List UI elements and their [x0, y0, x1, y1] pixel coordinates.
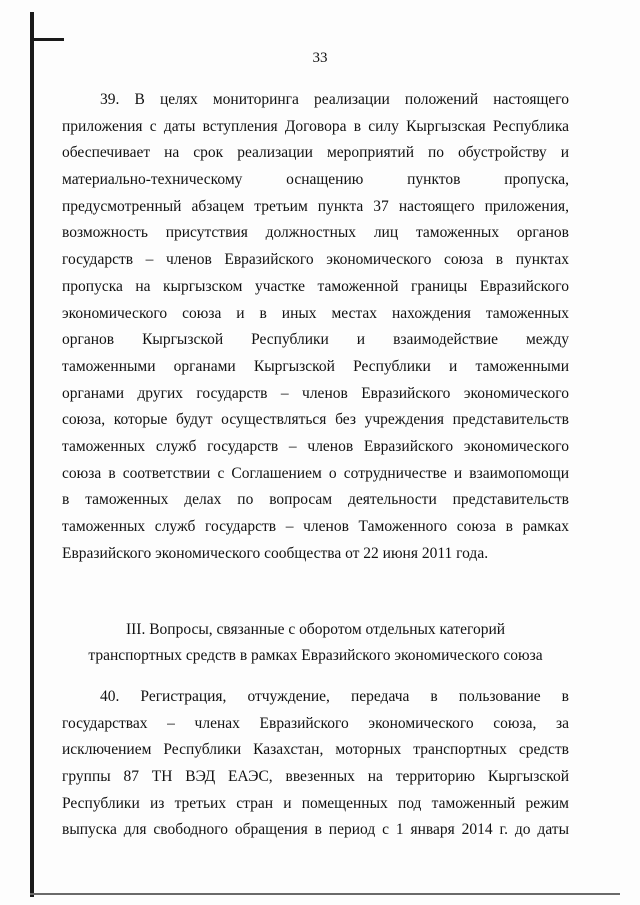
section-heading: [62, 617, 569, 669]
binding-edge-top: [30, 38, 64, 41]
paragraph-line: Республики из третьих стран и помещенных под таможенный режим: [62, 794, 569, 812]
paragraph-line: 39. В целях мониторинга реализации положений настоящего: [100, 91, 569, 108]
paragraph-line: экономического союза и в иных местах нахождения таможенных: [62, 304, 569, 322]
paragraph-line: 40. Регистрация, отчуждение, передача в пользование в: [100, 688, 569, 705]
paragraph-line: таможенных служб государств – членов Евразийского экономического: [62, 437, 569, 455]
paragraph-line: возможность присутствия должностных лиц таможенных органов: [62, 224, 569, 242]
paragraph-line: группы 87 ТН ВЭД ЕАЭС, ввезенных на территорию Кыргызской: [62, 768, 569, 786]
paragraph-line: в таможенных делах по вопросам деятельности представительств: [62, 491, 569, 509]
paragraph-line: обеспечивает на срок реализации мероприятий по обустройству и: [62, 144, 569, 162]
paragraph-line: органами других государств – членов Евразийского экономического: [62, 384, 569, 402]
binding-edge: [30, 12, 34, 897]
binding-edge-bottom: [30, 893, 620, 895]
paragraph-39: [62, 87, 569, 567]
paragraph-line: государствах – членах Евразийского экономического союза, за: [62, 714, 569, 732]
paragraph-40: [62, 684, 569, 844]
paragraph-line: государств – членов Евразийского экономического союза в пунктах: [62, 251, 569, 269]
paragraph-line: приложения с даты вступления Договора в силу Кыргызская Республика: [62, 117, 569, 135]
paragraph-line: таможенными органами Кыргызской Республики и таможенными: [62, 357, 569, 375]
paragraph-line: предусмотренный абзацем третьим пункта 37 настоящего приложения,: [62, 197, 569, 215]
paragraph-line: исключением Республики Казахстан, моторных транспортных средств: [62, 741, 569, 759]
paragraph-line: пропуска на кыргызском участке таможенной границы Евразийского: [62, 277, 569, 295]
page-number: 33: [312, 50, 328, 66]
heading-line: транспортных средств в рамках Евразийского экономического союза: [88, 647, 543, 664]
paragraph-line: союза, которые будут осуществляться без учреждения представительств: [62, 411, 569, 429]
paragraph-line: выпуска для свободного обращения в период с 1 января 2014 г. до даты: [62, 821, 569, 839]
paragraph-line: органов Кыргызской Республики и взаимодействие между: [62, 331, 569, 349]
paragraph-line: таможенных служб государств – членов Таможенного союза в рамках: [62, 518, 569, 535]
heading-line: III. Вопросы, связанные с оборотом отдельных категорий: [125, 621, 506, 638]
paragraph-line: Евразийского экономического сообщества от 22 июня 2011 года.: [62, 544, 489, 562]
paragraph-line: материально-техническому оснащению пунктов пропуска,: [62, 171, 569, 189]
paragraph-line: союза в соответствии с Соглашением о сотрудничестве и взаимопомощи: [62, 464, 569, 482]
